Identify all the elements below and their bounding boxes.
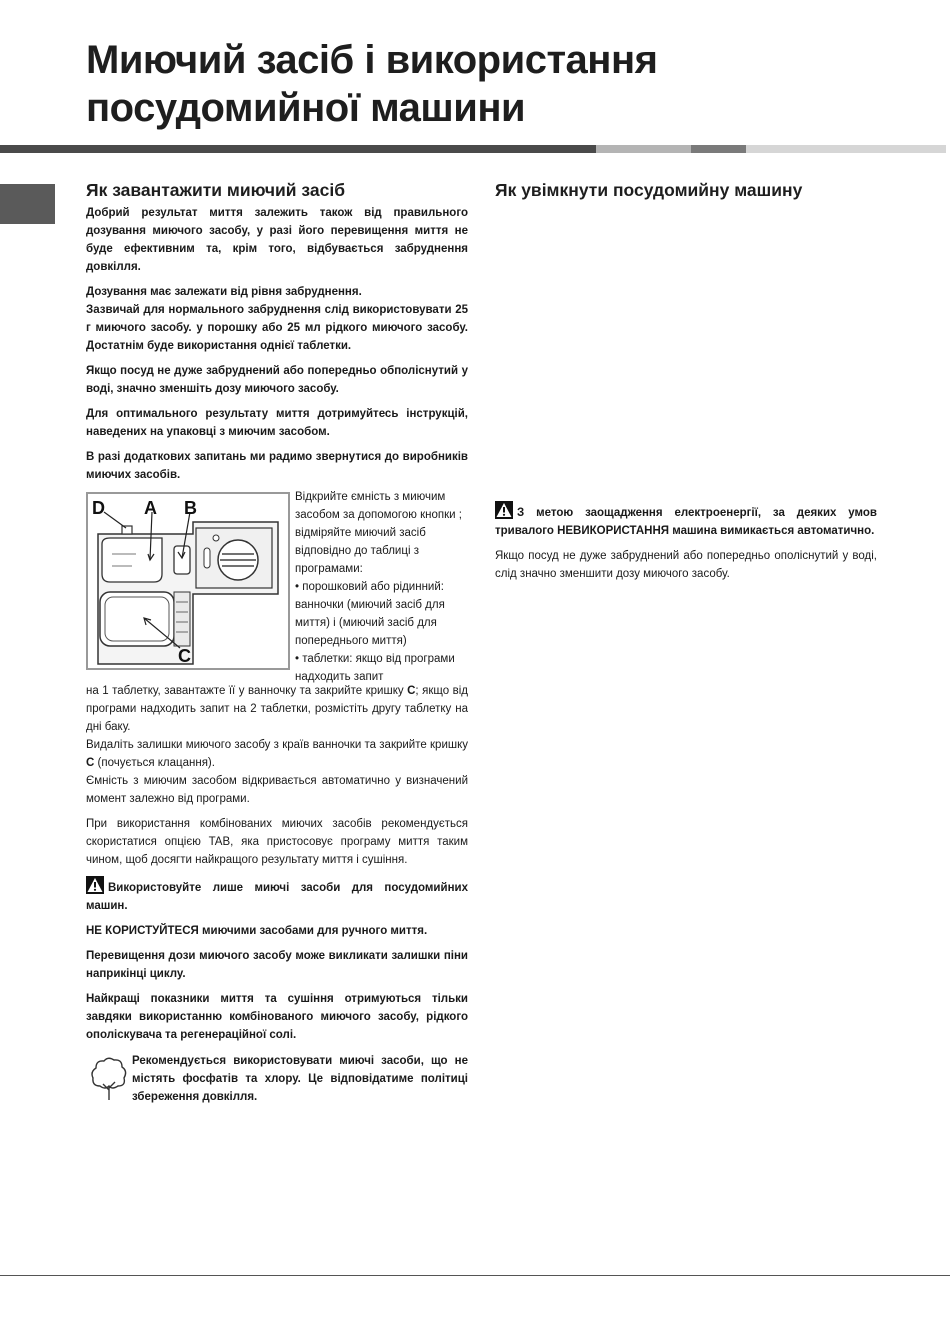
tab-paragraph: При використання комбінованих миючих засобів рекомендується скористатися опцією TAB, яка пристосовує програму миття таким чином, щоб досягти найкращого результату миття і сушіння. [86, 818, 468, 866]
left-p2b: Зазвичай для нормального забруднення слід використовувати 25 г миючого засобу. у порошку або 25 мл рідкого миючого засобу. Достатнім буде використання однієї таблетки. [86, 304, 468, 352]
fig-p1: Відкрийте ємність з миючим засобом за допомогою кнопки ; відміряйте миючий засіб відповідно до таблиці з програмами: [295, 491, 462, 575]
title-bar-pale [746, 145, 946, 153]
title-bar-light [596, 145, 691, 153]
warning-icon [86, 876, 104, 894]
page-title-line1: Миючий засіб і використання [86, 38, 658, 82]
page-title [86, 36, 906, 132]
figure-label-c: C [178, 646, 191, 666]
eco-text: Рекомендується використовувати миючі засоби, що не містять фосфатів та хлору. Це відповідатиме політиці збереження довкілля. [132, 1055, 468, 1103]
right-spacer [495, 204, 877, 501]
warn1: Використовуйте лише миючі засоби для посудомийних машин. [86, 876, 468, 915]
left-column [86, 180, 468, 1108]
after-figure-text [86, 682, 468, 869]
left-p5: В разі додаткових запитань ми радимо звернутися до виробників миючих засобів. [86, 451, 468, 481]
dispenser-figure-row [86, 492, 468, 682]
fig-p2: • порошковий або рідинний: ванночки (миючий засіб для миття) і (миючий засіб для попереднього миття) [295, 581, 445, 647]
left-p3: Якщо посуд не дуже забруднений або попередньо обполіснутий у воді, значно зменшіть дозу миючого засобу. [86, 365, 468, 395]
bottom-rule [0, 1275, 950, 1276]
cont-p3: Ємність з миючим засобом відкривається автоматично у визначений момент залежно від програми. [86, 775, 468, 805]
warn3: Перевищення дози миючого засобу може викликати залишки піни наприкінці циклу. [86, 950, 468, 980]
left-p4: Для оптимального результату миття дотримуйтесь інструкцій, наведених на упаковці з миючим засобом. [86, 408, 468, 438]
tree-icon [90, 1056, 128, 1102]
warn4: Найкращі показники миття та сушіння отримуються тільки завдяки використанню комбінованого миючого засобу, рідкого ополіскувача та регенераційної солі. [86, 993, 468, 1041]
figure-label-d: D [92, 498, 105, 518]
left-heading: Як завантажити миючий засіб [86, 180, 346, 200]
right-p1: Якщо посуд не дуже забруднений або попередньо ополіснутий у воді, слід значно зменшити дозу миючого засобу. [495, 550, 877, 580]
page-title-line2: посудомийної машини [86, 86, 526, 130]
dispenser-drawing [88, 494, 288, 668]
cont-p1: на 1 таблетку, завантажте її у ванночку та закрийте кришку C; якщо від програми надходить запит на 2 таблетки, розмістіть другу таблетку на дні баку. [86, 685, 468, 733]
figure-side-text [295, 488, 468, 686]
figure-label-a: A [144, 498, 157, 518]
figure-label-b: B [184, 498, 197, 518]
fig-p3: • таблетки: якщо від програми надходить запит [295, 653, 455, 683]
right-heading: Як увімкнути посудомийну машину [495, 180, 803, 200]
warn2: НЕ КОРИСТУЙТЕСЯ миючими засобами для ручного миття. [86, 925, 428, 937]
left-p2a: Дозування має залежати від рівня забруднення. [86, 286, 362, 298]
right-warn: З метою заощадження електроенергії, за деяких умов тривалого НЕВИКОРИСТАННЯ машина вимикається автоматично. [495, 501, 877, 540]
left-p1: Добрий результат миття залежить також від правильного дозування миючого засобу, у разі його перевищення миття не буде ефективним та, крім того, відбувається забруднення довкілля. [86, 207, 468, 273]
side-tab [0, 184, 55, 224]
warning-icon [495, 501, 513, 519]
title-bar-dark [0, 145, 596, 153]
right-column [495, 180, 877, 583]
dispenser-figure [86, 492, 290, 670]
cont-p2: Видаліть залишки миючого засобу з країв ванночки та закрийте кришку C (почується клацання). [86, 739, 468, 769]
eco-row [86, 1052, 468, 1108]
title-bar-mid [691, 145, 746, 153]
